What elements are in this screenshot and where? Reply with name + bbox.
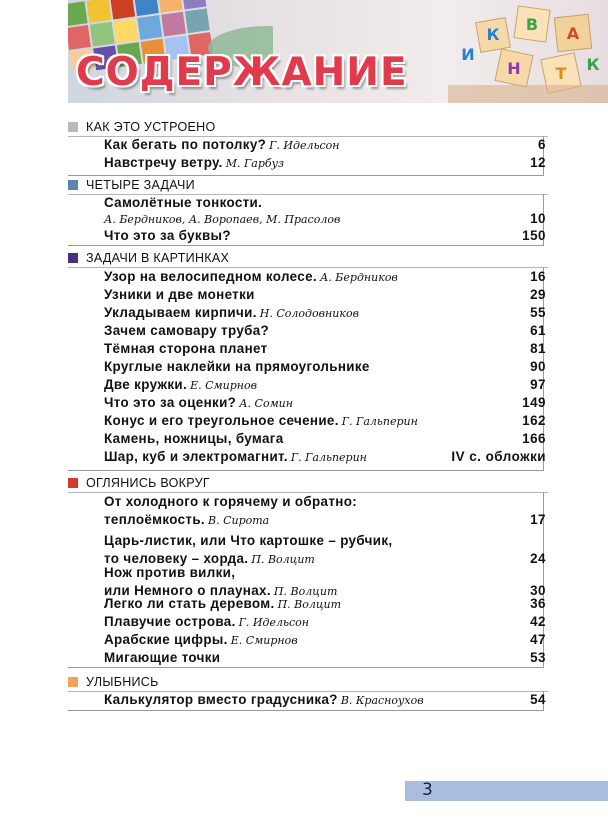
- toc-entry[interactable]: Шар, куб и электромагнит. Г. Гальперин IV с. обложки: [104, 449, 546, 464]
- toc-entry[interactable]: Царь-листик, или Что картошке – рубчик, то человеку – хорда. П. Волцит 24: [104, 533, 546, 566]
- toc-entry[interactable]: Узники и две монетки 29: [104, 287, 546, 302]
- block-letter: Т: [555, 64, 567, 83]
- page-number: 61: [530, 323, 546, 338]
- section-marker-icon: [68, 677, 78, 687]
- page-number: 97: [530, 377, 546, 392]
- toc-entry[interactable]: Что это за буквы? 150: [104, 228, 546, 243]
- page-number: 42: [530, 614, 546, 629]
- toc-entry[interactable]: Две кружки. Е. Смирнов 97: [104, 377, 546, 392]
- section-header: [68, 673, 548, 691]
- page-number: 90: [530, 359, 546, 374]
- toc-entry[interactable]: Камень, ножницы, бумага 166: [104, 431, 546, 446]
- page-number: 30: [530, 583, 546, 598]
- toc-entry[interactable]: Арабские цифры. Е. Смирнов 47: [104, 632, 546, 647]
- section-marker-icon: [68, 253, 78, 263]
- page-number: 162: [522, 413, 546, 428]
- section-title: КАК ЭТО УСТРОЕНО: [86, 120, 216, 134]
- toc-entry[interactable]: От холодного к горячему и обратно: теплоёмкость. В. Сирота 17: [104, 494, 546, 527]
- footer-page-number: 3: [422, 780, 433, 800]
- section-marker-icon: [68, 180, 78, 190]
- toc-entry[interactable]: Мигающие точки 53: [104, 650, 546, 665]
- block-letter: А: [566, 24, 580, 43]
- section-title: ЧЕТЫРЕ ЗАДАЧИ: [86, 178, 195, 192]
- toc-entry[interactable]: Тёмная сторона планет 81: [104, 341, 546, 356]
- toc-entry[interactable]: Калькулятор вместо градусника? В. Красноухов 54: [104, 692, 546, 707]
- header-banner: [68, 0, 608, 103]
- page-number: 150: [522, 228, 546, 243]
- section-header: [68, 474, 548, 492]
- block-letter: К: [586, 55, 600, 74]
- section-four-problems: [68, 176, 548, 246]
- page-number: 166: [522, 431, 546, 446]
- toc-entry[interactable]: Конус и его треугольное сечение. Г. Гальперин 162: [104, 413, 546, 428]
- toc-entry[interactable]: Нож против вилки, или Немного о плаунах. П. Волцит 30: [104, 565, 546, 598]
- page-number: 53: [530, 650, 546, 665]
- section-marker-icon: [68, 478, 78, 488]
- page-number: 17: [530, 512, 546, 527]
- section-header: [68, 176, 548, 194]
- section-problems-in-pictures: [68, 249, 548, 471]
- section-title: ОГЛЯНИСЬ ВОКРУГ: [86, 476, 210, 490]
- section-smile: [68, 673, 548, 711]
- toc-entry[interactable]: Что это за оценки? А. Сомин 149: [104, 395, 546, 410]
- section-title: ЗАДАЧИ В КАРТИНКАХ: [86, 251, 230, 265]
- page-number: 81: [530, 341, 546, 356]
- block-letter: К: [486, 25, 500, 44]
- page-number: 12: [530, 155, 546, 170]
- toc-entry[interactable]: Самолётные тонкости. А. Бердников, А. Воропаев, М. Прасолов 10: [104, 195, 546, 226]
- page-number: 16: [530, 269, 546, 284]
- block-letter: В: [525, 15, 539, 34]
- toc-entry[interactable]: Укладываем кирпичи. Н. Солодовников 55: [104, 305, 546, 320]
- page-number: 29: [530, 287, 546, 302]
- page-number: 149: [522, 395, 546, 410]
- page-number: 55: [530, 305, 546, 320]
- toc-entry[interactable]: Легко ли стать деревом. П. Волцит 36: [104, 596, 546, 611]
- toc-entry[interactable]: Как бегать по потолку? Г. Идельсон 6: [104, 137, 546, 152]
- section-look-around: [68, 474, 548, 668]
- toc-entry[interactable]: Круглые наклейки на прямоугольнике 90: [104, 359, 546, 374]
- page-number: 24: [530, 551, 546, 566]
- toc-entry[interactable]: Зачем самовару труба? 61: [104, 323, 546, 338]
- section-marker-icon: [68, 122, 78, 132]
- section-title: УЛЫБНИСЬ: [86, 675, 159, 689]
- page-number: 10: [530, 211, 546, 226]
- page-number: 6: [538, 137, 546, 152]
- page-number: 47: [530, 632, 546, 647]
- block-letter: Н: [507, 59, 521, 78]
- footer-bar: [405, 781, 608, 801]
- page-number: 54: [530, 692, 546, 707]
- section-how-it-works: [68, 118, 548, 176]
- letter-blocks: [448, 0, 608, 103]
- page-number: IV с. обложки: [451, 449, 546, 464]
- section-header: [68, 249, 548, 267]
- section-header: [68, 118, 548, 136]
- toc-entry[interactable]: Плавучие острова. Г. Идельсон 42: [104, 614, 546, 629]
- page-number: 36: [530, 596, 546, 611]
- block-letter: И: [461, 45, 475, 64]
- toc-entry[interactable]: Узор на велосипедном колесе. А. Бердников 16: [104, 269, 546, 284]
- toc-entry[interactable]: Навстречу ветру. М. Гарбуз 12: [104, 155, 546, 170]
- page-title: СОДЕРЖАНИЕ: [76, 50, 408, 95]
